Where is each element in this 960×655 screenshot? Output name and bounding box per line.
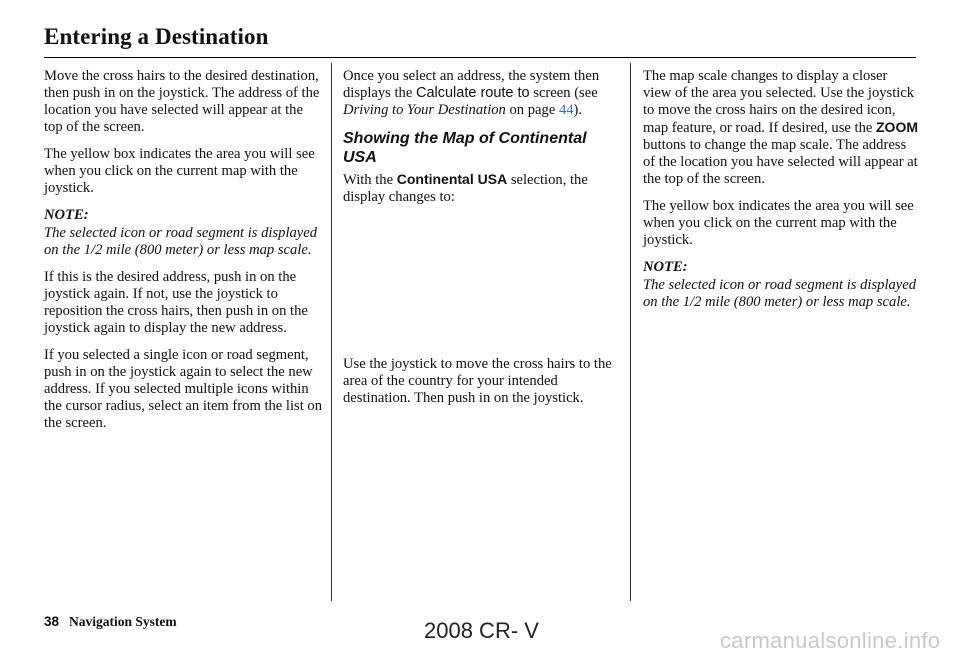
model-label: 2008 CR- V [424,618,539,643]
paragraph: The yellow box indicates the area you will see when you click on the current map with the joystick. [44,146,315,196]
paragraph: Move the cross hairs to the desired destination, then push in on the joystick. The address of the location you have selected will appear at the top of the screen. [44,68,320,135]
selection-name: Continental USA [396,171,508,187]
text-run: Once you select an address, the system then displays the [343,68,600,101]
page-footer [44,614,177,630]
paragraph [643,68,919,188]
paragraph: If you selected a single icon or road segment, push in on the joystick again to select the new address. If you selected multiple icons within the cursor radius, select an item from the list on the screen. [44,347,323,431]
watermark: carmanualsonline.info [720,628,941,653]
column-divider-2 [630,63,631,601]
text-run: The map scale changes to display a closer view of the area you selected. Use the joystick to move the cross hairs on the desired icon, map feature, or road. If desired, use the [643,68,915,136]
note-label: NOTE: [44,207,89,223]
text-run: selection, the display changes to: [343,172,588,205]
reference-title: Driving to Your Destination [343,102,506,118]
section-heading: Showing the Map of Continental USA [343,130,587,166]
paragraph: Use the joystick to move the cross hairs to the area of the country for your intended destination. Then push in on the joystick. [343,356,612,406]
note-text: The selected icon or road segment is displayed on the 1/2 mile (800 meter) or less map scale. [44,225,318,258]
button-name: ZOOM [876,119,918,135]
paragraph: The yellow box indicates the area you will see when you click on the current map with the joystick. [643,198,914,248]
column-1 [44,68,322,442]
note-text: The selected icon or road segment is displayed on the 1/2 mile (800 meter) or less map scale. [643,277,917,310]
map-image-area [343,216,618,356]
paragraph [343,68,618,119]
footer-section: Navigation System [69,614,177,629]
column-divider-1 [331,63,332,601]
note-label: NOTE: [643,259,688,275]
text-run: With the [343,172,397,188]
text-run: on page [505,102,559,118]
title-divider [44,57,916,58]
page-link[interactable]: 44 [558,102,574,118]
column-3 [643,68,919,321]
paragraph: If this is the desired address, push in on the joystick again. If not, use the joystick to reposition the cross hairs, then push in on the joystick again to display the new address. [44,269,308,336]
page-title: Entering a Destination [44,24,269,49]
text-run: screen (see [529,85,598,101]
text-run: ). [573,102,583,118]
column-2 [343,68,618,417]
text-run: buttons to change the map scale. The address of the location you have selected will appear at the top of the screen. [643,137,918,187]
screen-name: Calculate route to [415,85,530,101]
paragraph [343,171,618,206]
page-number: 38 [44,614,60,629]
